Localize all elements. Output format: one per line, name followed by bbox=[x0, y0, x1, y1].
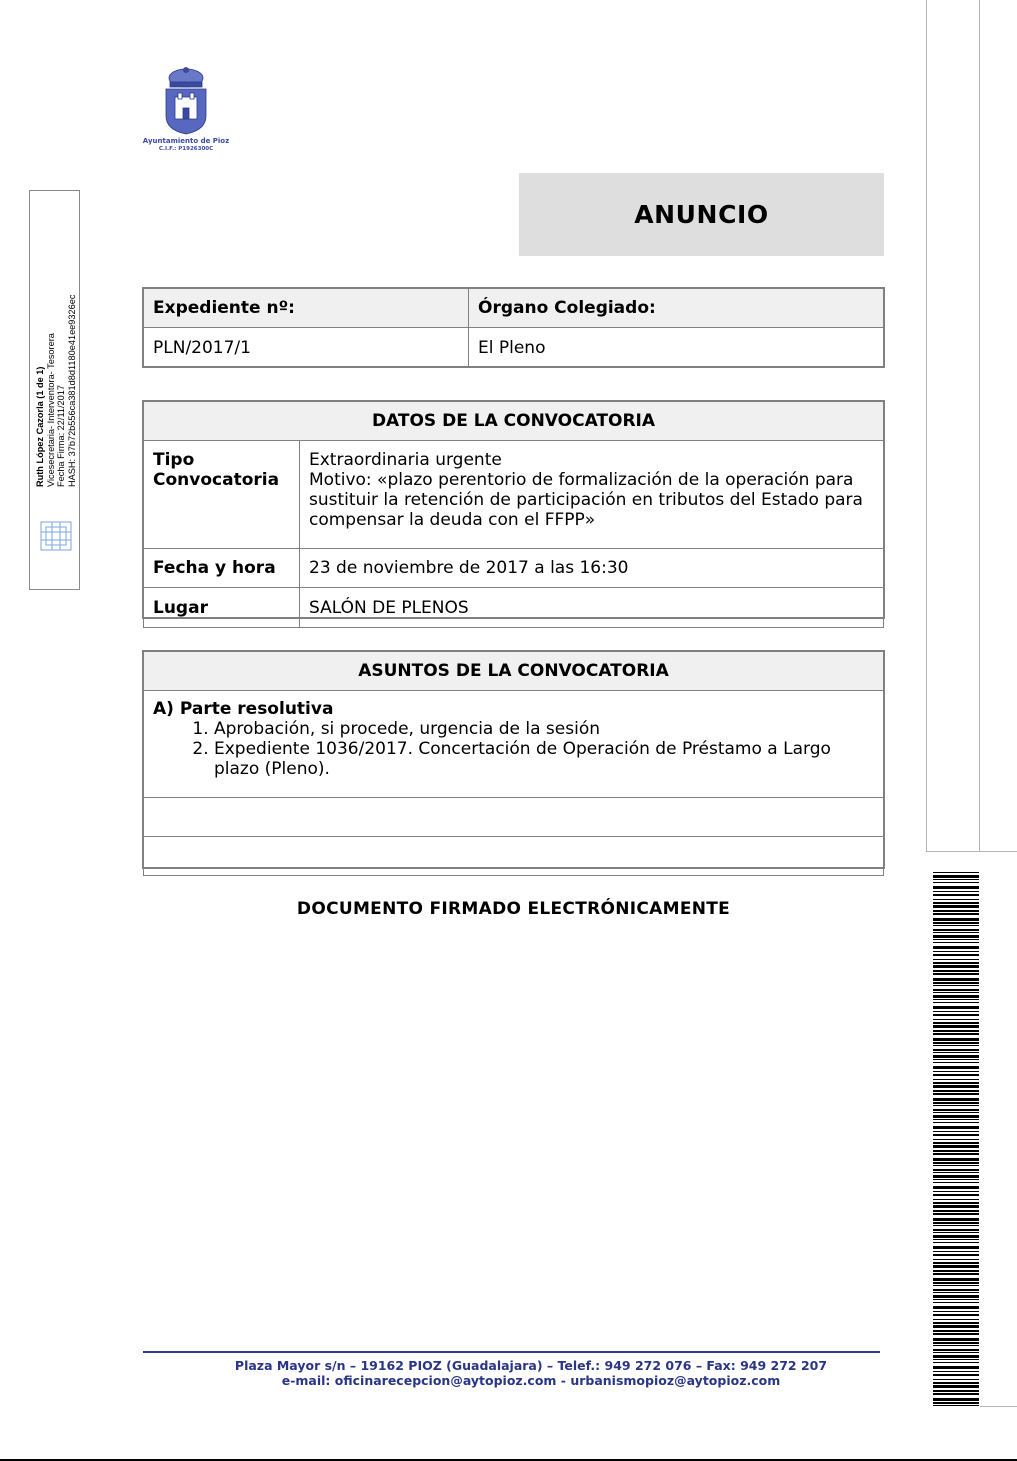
fecha-label: Fecha y hora bbox=[144, 549, 300, 588]
barcode-icon bbox=[933, 872, 979, 1408]
datos-table bbox=[143, 401, 884, 628]
organo-value: El Pleno bbox=[469, 328, 884, 368]
expediente-table bbox=[143, 288, 884, 368]
edge-frame bbox=[926, 0, 980, 852]
datos-heading: DATOS DE LA CONVOCATORIA bbox=[144, 402, 884, 441]
logo-name: Ayuntamiento de Pioz bbox=[142, 137, 230, 145]
logo-cif: C.I.F.: P1926300C bbox=[158, 146, 214, 152]
edge-divider bbox=[980, 1406, 1017, 1407]
lugar-value: SALÓN DE PLENOS bbox=[300, 588, 884, 628]
signature-date: Fecha Firma: 22/11/2017 bbox=[56, 385, 66, 487]
tipo-value bbox=[300, 441, 884, 549]
asuntos-heading: ASUNTOS DE LA CONVOCATORIA bbox=[144, 652, 884, 691]
asuntos-table bbox=[143, 651, 884, 876]
tipo-motivo: Motivo: «plazo perentorio de formalización de la operación para sustituir la retención de participación en tributos del Estado para compensar la deuda con el FFPP» bbox=[309, 470, 863, 530]
footer bbox=[143, 1358, 919, 1388]
municipal-logo bbox=[140, 64, 232, 156]
asuntos-section: A) Parte resolutiva bbox=[153, 699, 334, 719]
footer-address: Plaza Mayor s/n – 19162 PIOZ (Guadalajara) – Telef.: 949 272 076 – Fax: 949 272 207 bbox=[234, 1358, 828, 1373]
footer-email: e-mail: oficinarecepcion@aytopioz.com - urbanismopioz@aytopioz.com bbox=[281, 1373, 781, 1388]
signature-hash: HASH: 37b72b556ca381d8d1180e41ee9326ec bbox=[66, 294, 77, 487]
signer-name: Ruth López Cazorla (1 de 1) bbox=[35, 366, 45, 487]
footer-rule bbox=[143, 1351, 880, 1353]
title-box bbox=[519, 173, 884, 256]
expediente-header: Expediente nº: bbox=[144, 289, 469, 328]
organo-header: Órgano Colegiado: bbox=[469, 289, 884, 328]
page-title: ANUNCIO bbox=[634, 200, 769, 229]
asunto-item: 1. Aprobación, si procede, urgencia de la sesión bbox=[214, 719, 874, 739]
coat-of-arms-icon bbox=[140, 64, 232, 136]
signer-role: Vicesecretaria- Interventora- Tesorera bbox=[45, 333, 56, 487]
fecha-value: 23 de noviembre de 2017 a las 16:30 bbox=[300, 549, 884, 588]
asunto-item: 2. Expediente 1036/2017. Concertación de Operación de Préstamo a Largo plazo (Pleno). bbox=[214, 739, 874, 779]
expediente-value: PLN/2017/1 bbox=[144, 328, 469, 368]
signature-panel bbox=[29, 190, 80, 590]
edge-frame-outer bbox=[979, 0, 1017, 852]
asuntos-body bbox=[144, 691, 884, 798]
asuntos-list bbox=[153, 719, 874, 779]
empty-row bbox=[144, 798, 884, 837]
tipo-type: Extraordinaria urgente bbox=[309, 450, 502, 470]
signed-notice: DOCUMENTO FIRMADO ELECTRÓNICAMENTE bbox=[296, 899, 731, 919]
empty-row bbox=[144, 837, 884, 876]
tipo-label: Tipo Convocatoria bbox=[144, 441, 300, 549]
signature-stamp-icon bbox=[38, 518, 74, 554]
lugar-label: Lugar bbox=[144, 588, 300, 628]
signature-text bbox=[35, 257, 77, 487]
